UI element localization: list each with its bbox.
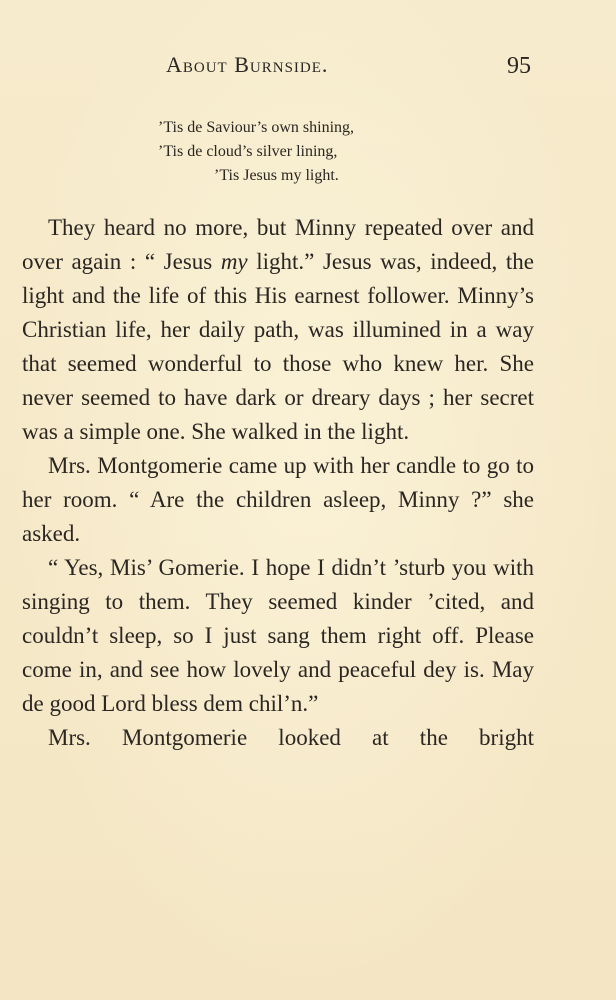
paragraph: “ Yes, Mis’ Gomerie. I hope I didn’t ’sturb you with singing to them. They seemed kinder ’cited, and couldn’t sleep, so I just sang them right off. Please come in, and see how lovely and peaceful dey is. May de good Lord bless dem chil’n.” (22, 555, 534, 716)
paragraph-text: They heard no more, but Minny repeated over and over again : “ Jesus (22, 215, 534, 274)
paragraph: Mrs. Montgomerie looked at the bright (48, 725, 534, 750)
verse-line: ’Tis Jesus my light. (214, 167, 339, 184)
emphasized-word: my (220, 249, 248, 274)
body-text (22, 211, 534, 755)
paragraph: Mrs. Montgomerie came up with her candle to go to her room. “ Are the children asleep, Minny ?” she asked. (22, 453, 534, 546)
page-number: 95 (507, 53, 531, 79)
running-head: About Burnside. (166, 52, 329, 77)
paragraph-text: light.” Jesus was, indeed, the light and the life of this His earnest follower. Minny’s Christian life, her daily path, was illumined in a way that seemed wonderful to those who knew her. She never seemed to have dark or dreary days ; her secret was a simple one. She walked in the light. (22, 249, 534, 444)
paragraph (22, 211, 534, 449)
verse-line: ’Tis de Saviour’s own shining, (158, 119, 355, 136)
verse-line: ’Tis de cloud’s silver lining, (158, 143, 338, 160)
